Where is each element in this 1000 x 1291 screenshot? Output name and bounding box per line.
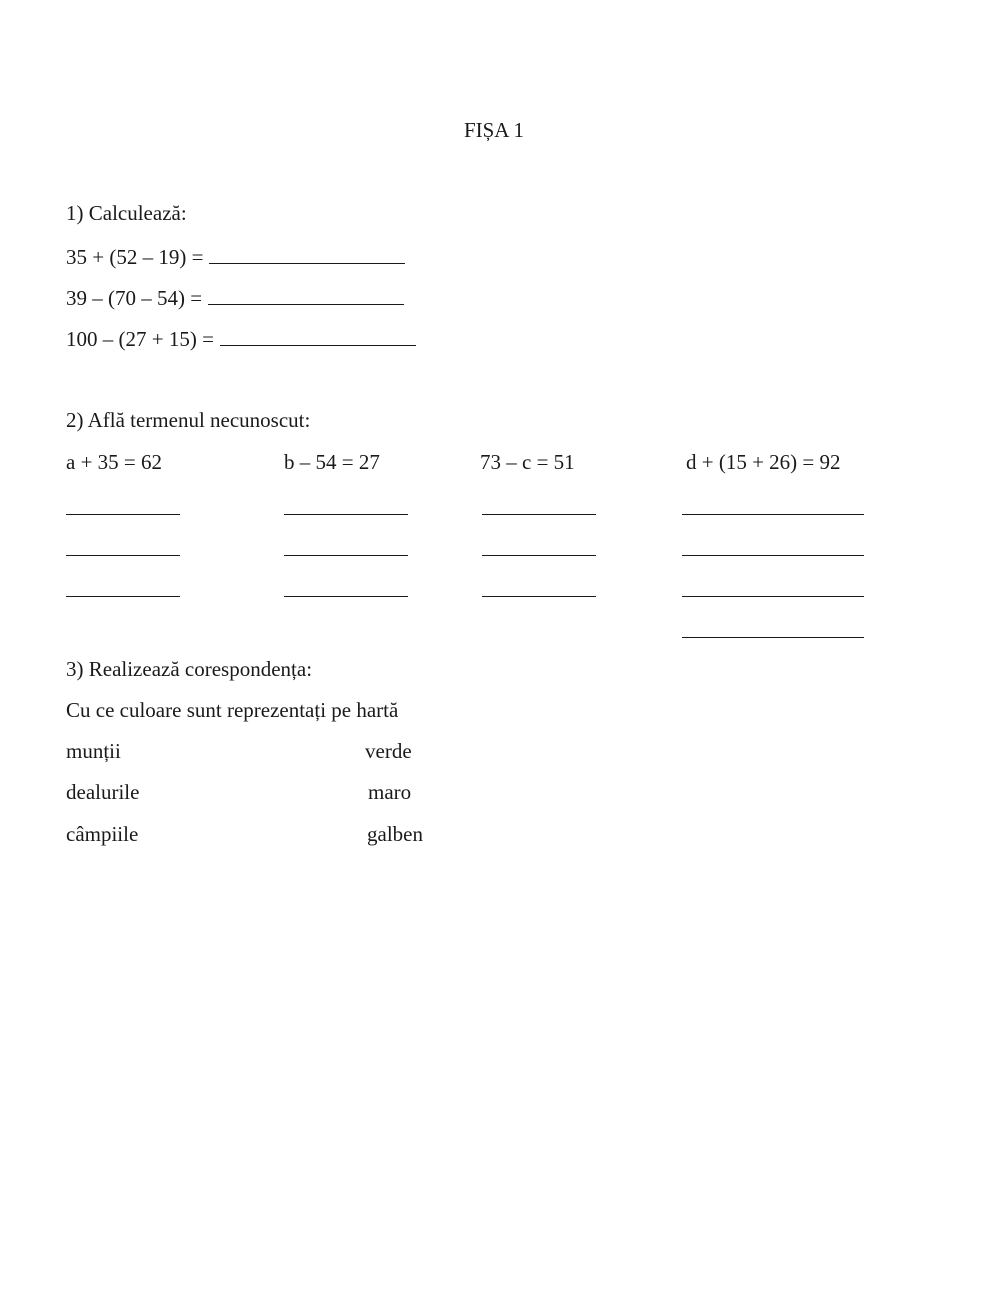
answer-line-a-2[interactable]	[66, 555, 180, 556]
match-left-item-1: munții	[66, 739, 121, 763]
match-right-item-1: verde	[365, 739, 412, 763]
answer-line-b-2[interactable]	[284, 555, 408, 556]
equation-c: 73 – c = 51	[480, 450, 575, 474]
worksheet-title: FIȘA 1	[463, 118, 525, 142]
exercise-3-question: Cu ce culoare sunt reprezentați pe hartă	[66, 698, 399, 722]
match-left-item-3: câmpiile	[66, 822, 139, 846]
calc-answer-blank-1[interactable]	[209, 245, 405, 264]
equation-b: b – 54 = 27	[284, 450, 380, 474]
calc-expression-1: 35 + (52 – 19) =	[66, 245, 204, 269]
exercise-3-heading: 3) Realizează corespondența:	[66, 657, 313, 681]
calc-row-1	[66, 245, 405, 268]
match-right-item-2: maro	[368, 780, 412, 804]
answer-line-d-1[interactable]	[682, 514, 864, 515]
calc-answer-blank-2[interactable]	[208, 286, 404, 305]
answer-line-d-4[interactable]	[682, 637, 864, 638]
answer-line-c-1[interactable]	[482, 514, 596, 515]
calc-answer-blank-3[interactable]	[220, 327, 416, 346]
answer-line-c-3[interactable]	[482, 596, 596, 597]
answer-line-a-1[interactable]	[66, 514, 180, 515]
match-left-item-2: dealurile	[66, 780, 140, 804]
equation-d: d + (15 + 26) = 92	[686, 450, 841, 474]
match-right-item-3: galben	[367, 822, 423, 846]
answer-line-b-1[interactable]	[284, 514, 408, 515]
answer-line-c-2[interactable]	[482, 555, 596, 556]
exercise-1-heading: 1) Calculează:	[66, 201, 187, 225]
answer-line-a-3[interactable]	[66, 596, 180, 597]
calc-row-3	[66, 327, 416, 350]
exercise-2-heading: 2) Află termenul necunoscut:	[66, 408, 311, 432]
calc-expression-3: 100 – (27 + 15) =	[66, 327, 214, 351]
answer-line-b-3[interactable]	[284, 596, 408, 597]
answer-line-d-2[interactable]	[682, 555, 864, 556]
calc-row-2	[66, 286, 404, 309]
answer-line-d-3[interactable]	[682, 596, 864, 597]
calc-expression-2: 39 – (70 – 54) =	[66, 286, 203, 310]
equation-a: a + 35 = 62	[66, 450, 163, 474]
